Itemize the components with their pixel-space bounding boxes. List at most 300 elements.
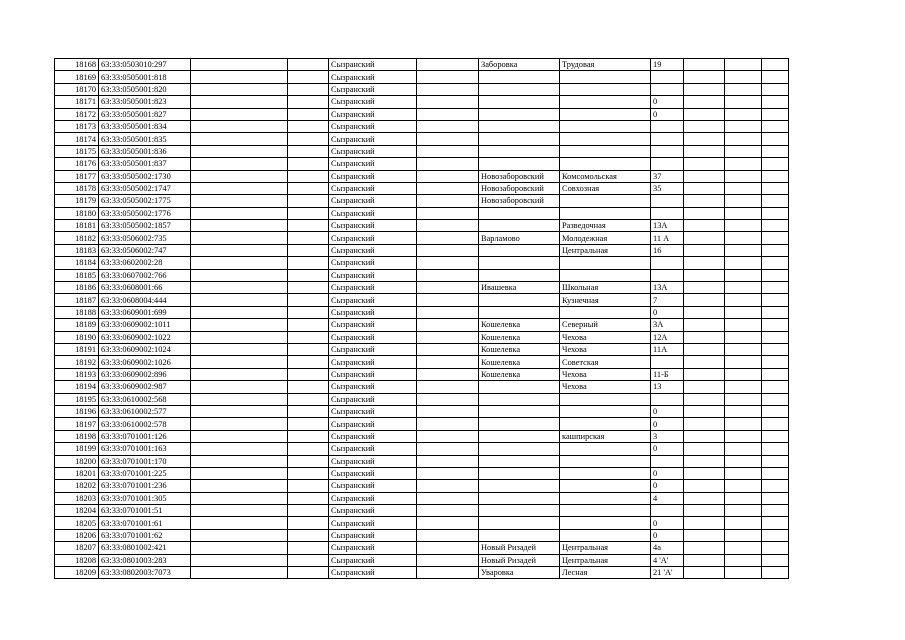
row-number-cell: 18208 [55, 554, 99, 566]
cadastral-number-cell: 63:33:0701001:61 [99, 517, 191, 529]
house-cell: 13 [651, 381, 684, 393]
empty-cell [684, 244, 725, 256]
empty-cell [288, 59, 329, 71]
empty-cell [417, 170, 479, 182]
district-cell: Сызранский [329, 306, 417, 318]
row-number-cell: 18196 [55, 405, 99, 417]
empty-cell [191, 331, 288, 343]
empty-cell [288, 542, 329, 554]
table-row [55, 331, 789, 343]
empty-cell [725, 269, 762, 281]
locality-cell [479, 158, 560, 170]
empty-cell [288, 158, 329, 170]
empty-cell [684, 405, 725, 417]
row-number-cell: 18183 [55, 244, 99, 256]
table-row [55, 294, 789, 306]
empty-cell [684, 133, 725, 145]
empty-cell [725, 282, 762, 294]
cadastral-number-cell: 63:33:0701001:236 [99, 480, 191, 492]
house-cell [651, 257, 684, 269]
locality-cell [479, 529, 560, 541]
cadastral-number-cell: 63:33:0609002:1022 [99, 331, 191, 343]
table-row [55, 257, 789, 269]
empty-cell [417, 133, 479, 145]
house-cell [651, 71, 684, 83]
house-cell [651, 145, 684, 157]
row-number-cell: 18199 [55, 443, 99, 455]
empty-cell [288, 220, 329, 232]
empty-cell [417, 207, 479, 219]
street-cell: Чехова [560, 343, 651, 355]
empty-cell [191, 257, 288, 269]
street-cell [560, 455, 651, 467]
house-cell [651, 83, 684, 95]
empty-cell [417, 71, 479, 83]
locality-cell: Кошелевка [479, 356, 560, 368]
empty-cell [684, 517, 725, 529]
empty-cell [684, 430, 725, 442]
empty-cell [417, 282, 479, 294]
row-number-cell: 18173 [55, 120, 99, 132]
empty-cell [417, 567, 479, 579]
street-cell [560, 71, 651, 83]
empty-cell [417, 220, 479, 232]
empty-cell [684, 319, 725, 331]
cadastral-number-cell: 63:33:0602002:28 [99, 257, 191, 269]
empty-cell [288, 343, 329, 355]
empty-cell [725, 294, 762, 306]
row-number-cell: 18171 [55, 96, 99, 108]
empty-cell [191, 182, 288, 194]
empty-cell [725, 244, 762, 256]
empty-cell [288, 195, 329, 207]
table-row [55, 145, 789, 157]
empty-cell [288, 554, 329, 566]
empty-cell [762, 120, 789, 132]
empty-cell [684, 306, 725, 318]
row-number-cell: 18176 [55, 158, 99, 170]
locality-cell: Кошелевка [479, 343, 560, 355]
district-cell: Сызранский [329, 133, 417, 145]
empty-cell [191, 170, 288, 182]
empty-cell [417, 331, 479, 343]
locality-cell [479, 393, 560, 405]
row-number-cell: 18201 [55, 467, 99, 479]
empty-cell [762, 480, 789, 492]
locality-cell: Кошелевка [479, 319, 560, 331]
empty-cell [762, 244, 789, 256]
house-cell: 12А [651, 331, 684, 343]
empty-cell [417, 542, 479, 554]
empty-cell [725, 71, 762, 83]
district-cell: Сызранский [329, 455, 417, 467]
empty-cell [191, 282, 288, 294]
district-cell: Сызранский [329, 343, 417, 355]
empty-cell [191, 567, 288, 579]
row-number-cell: 18206 [55, 529, 99, 541]
district-cell: Сызранский [329, 418, 417, 430]
empty-cell [191, 529, 288, 541]
row-number-cell: 18193 [55, 368, 99, 380]
street-cell: Центральная [560, 244, 651, 256]
empty-cell [684, 145, 725, 157]
cadastral-number-cell: 63:33:0701001:305 [99, 492, 191, 504]
empty-cell [417, 368, 479, 380]
empty-cell [762, 567, 789, 579]
empty-cell [191, 480, 288, 492]
empty-cell [288, 207, 329, 219]
empty-cell [288, 331, 329, 343]
empty-cell [684, 443, 725, 455]
empty-cell [288, 306, 329, 318]
row-number-cell: 18189 [55, 319, 99, 331]
table-row [55, 430, 789, 442]
empty-cell [191, 517, 288, 529]
empty-cell [684, 182, 725, 194]
empty-cell [684, 96, 725, 108]
street-cell [560, 405, 651, 417]
empty-cell [725, 418, 762, 430]
house-cell: 35 [651, 182, 684, 194]
empty-cell [762, 294, 789, 306]
empty-cell [684, 120, 725, 132]
street-cell: Чехова [560, 381, 651, 393]
row-number-cell: 18186 [55, 282, 99, 294]
district-cell: Сызранский [329, 232, 417, 244]
street-cell [560, 492, 651, 504]
house-cell: 11-Б [651, 368, 684, 380]
house-cell: 19 [651, 59, 684, 71]
empty-cell [725, 207, 762, 219]
cadastral-number-cell: 63:33:0701001:225 [99, 467, 191, 479]
cadastral-number-cell: 63:33:0609002:1011 [99, 319, 191, 331]
row-number-cell: 18203 [55, 492, 99, 504]
empty-cell [725, 405, 762, 417]
locality-cell [479, 207, 560, 219]
street-cell: кашпирская [560, 430, 651, 442]
empty-cell [684, 282, 725, 294]
empty-cell [725, 306, 762, 318]
empty-cell [288, 108, 329, 120]
table-row [55, 207, 789, 219]
empty-cell [417, 269, 479, 281]
empty-cell [191, 59, 288, 71]
empty-cell [684, 393, 725, 405]
empty-cell [725, 554, 762, 566]
locality-cell: Ивашевка [479, 282, 560, 294]
row-number-cell: 18197 [55, 418, 99, 430]
district-cell: Сызранский [329, 467, 417, 479]
empty-cell [417, 59, 479, 71]
house-cell: 0 [651, 418, 684, 430]
cadastral-number-cell: 63:33:0505001:834 [99, 120, 191, 132]
table-row [55, 517, 789, 529]
empty-cell [762, 430, 789, 442]
district-cell: Сызранский [329, 83, 417, 95]
district-cell: Сызранский [329, 294, 417, 306]
cadastral-number-cell: 63:33:0505001:837 [99, 158, 191, 170]
empty-cell [191, 492, 288, 504]
locality-cell: Заборовка [479, 59, 560, 71]
empty-cell [725, 108, 762, 120]
table-row [55, 480, 789, 492]
empty-cell [191, 443, 288, 455]
empty-cell [762, 220, 789, 232]
row-number-cell: 18174 [55, 133, 99, 145]
table-row [55, 381, 789, 393]
empty-cell [288, 418, 329, 430]
empty-cell [725, 170, 762, 182]
district-cell: Сызранский [329, 244, 417, 256]
empty-cell [288, 405, 329, 417]
district-cell: Сызранский [329, 207, 417, 219]
row-number-cell: 18198 [55, 430, 99, 442]
cadastral-number-cell: 63:33:0801003:283 [99, 554, 191, 566]
street-cell: Разведочная [560, 220, 651, 232]
locality-cell: Новый Ризадей [479, 542, 560, 554]
empty-cell [762, 343, 789, 355]
empty-cell [191, 120, 288, 132]
row-number-cell: 18192 [55, 356, 99, 368]
empty-cell [288, 319, 329, 331]
empty-cell [684, 71, 725, 83]
street-cell: Комсомольская [560, 170, 651, 182]
empty-cell [417, 418, 479, 430]
house-cell: 3А [651, 319, 684, 331]
district-cell: Сызранский [329, 96, 417, 108]
empty-cell [288, 381, 329, 393]
district-cell: Сызранский [329, 282, 417, 294]
street-cell: Кузнечная [560, 294, 651, 306]
cadastral-number-cell: 63:33:0506002:747 [99, 244, 191, 256]
empty-cell [762, 269, 789, 281]
street-cell [560, 443, 651, 455]
empty-cell [417, 455, 479, 467]
cadastral-number-cell: 63:33:0608004:444 [99, 294, 191, 306]
table-row [55, 542, 789, 554]
table-row [55, 393, 789, 405]
empty-cell [725, 59, 762, 71]
table-row [55, 455, 789, 467]
empty-cell [191, 133, 288, 145]
empty-cell [288, 368, 329, 380]
table-row [55, 319, 789, 331]
district-cell: Сызранский [329, 331, 417, 343]
street-cell [560, 306, 651, 318]
locality-cell: Кошелевка [479, 368, 560, 380]
empty-cell [725, 232, 762, 244]
empty-cell [288, 257, 329, 269]
street-cell [560, 393, 651, 405]
empty-cell [417, 393, 479, 405]
cadastral-number-cell: 63:33:0505002:1857 [99, 220, 191, 232]
empty-cell [417, 306, 479, 318]
table-row [55, 170, 789, 182]
street-cell [560, 145, 651, 157]
empty-cell [288, 83, 329, 95]
empty-cell [762, 492, 789, 504]
empty-cell [288, 269, 329, 281]
empty-cell [191, 430, 288, 442]
locality-cell [479, 505, 560, 517]
house-cell [651, 356, 684, 368]
empty-cell [684, 158, 725, 170]
table-row [55, 232, 789, 244]
empty-cell [684, 220, 725, 232]
row-number-cell: 18188 [55, 306, 99, 318]
locality-cell [479, 306, 560, 318]
street-cell [560, 269, 651, 281]
cadastral-number-cell: 63:33:0610002:578 [99, 418, 191, 430]
street-cell [560, 257, 651, 269]
empty-cell [762, 108, 789, 120]
empty-cell [725, 393, 762, 405]
empty-cell [191, 418, 288, 430]
table-row [55, 182, 789, 194]
empty-cell [684, 59, 725, 71]
locality-cell: Новозаборовский [479, 195, 560, 207]
house-cell: 0 [651, 517, 684, 529]
locality-cell: Новозаборовский [479, 170, 560, 182]
empty-cell [288, 567, 329, 579]
empty-cell [762, 145, 789, 157]
table-row [55, 133, 789, 145]
house-cell: 0 [651, 467, 684, 479]
table-row [55, 71, 789, 83]
cadastral-number-cell: 63:33:0609002:896 [99, 368, 191, 380]
street-cell: Центральная [560, 554, 651, 566]
row-number-cell: 18170 [55, 83, 99, 95]
district-cell: Сызранский [329, 182, 417, 194]
spreadsheet-page [54, 58, 789, 579]
empty-cell [191, 220, 288, 232]
empty-cell [762, 133, 789, 145]
cadastral-number-cell: 63:33:0505001:827 [99, 108, 191, 120]
empty-cell [417, 83, 479, 95]
district-cell: Сызранский [329, 480, 417, 492]
empty-cell [417, 529, 479, 541]
district-cell: Сызранский [329, 170, 417, 182]
house-cell: 0 [651, 96, 684, 108]
empty-cell [417, 232, 479, 244]
house-cell: 16 [651, 244, 684, 256]
empty-cell [191, 294, 288, 306]
empty-cell [684, 455, 725, 467]
district-cell: Сызранский [329, 269, 417, 281]
locality-cell [479, 430, 560, 442]
house-cell: 3 [651, 430, 684, 442]
empty-cell [762, 505, 789, 517]
empty-cell [725, 257, 762, 269]
empty-cell [191, 158, 288, 170]
street-cell: Центральная [560, 542, 651, 554]
house-cell: 11А [651, 343, 684, 355]
table-row [55, 356, 789, 368]
empty-cell [288, 133, 329, 145]
empty-cell [288, 480, 329, 492]
empty-cell [191, 195, 288, 207]
empty-cell [288, 244, 329, 256]
street-cell [560, 418, 651, 430]
empty-cell [684, 356, 725, 368]
district-cell: Сызранский [329, 443, 417, 455]
cadastral-number-cell: 63:33:0505001:823 [99, 96, 191, 108]
empty-cell [725, 319, 762, 331]
empty-cell [684, 343, 725, 355]
empty-cell [191, 306, 288, 318]
empty-cell [288, 517, 329, 529]
empty-cell [725, 567, 762, 579]
empty-cell [762, 319, 789, 331]
house-cell [651, 120, 684, 132]
empty-cell [288, 282, 329, 294]
house-cell: 0 [651, 108, 684, 120]
house-cell: 0 [651, 405, 684, 417]
street-cell: Трудовая [560, 59, 651, 71]
house-cell [651, 133, 684, 145]
street-cell: Советская [560, 356, 651, 368]
locality-cell [479, 443, 560, 455]
empty-cell [684, 381, 725, 393]
empty-cell [288, 443, 329, 455]
empty-cell [191, 319, 288, 331]
row-number-cell: 18178 [55, 182, 99, 194]
empty-cell [191, 108, 288, 120]
table-row [55, 492, 789, 504]
empty-cell [684, 505, 725, 517]
locality-cell [479, 294, 560, 306]
empty-cell [762, 467, 789, 479]
empty-cell [417, 257, 479, 269]
table-row [55, 244, 789, 256]
empty-cell [762, 282, 789, 294]
empty-cell [191, 405, 288, 417]
locality-cell [479, 83, 560, 95]
table-row [55, 418, 789, 430]
cadastral-number-cell: 63:33:0701001:163 [99, 443, 191, 455]
empty-cell [762, 405, 789, 417]
row-number-cell: 18200 [55, 455, 99, 467]
empty-cell [417, 182, 479, 194]
district-cell: Сызранский [329, 405, 417, 417]
district-cell: Сызранский [329, 71, 417, 83]
table-row [55, 120, 789, 132]
street-cell [560, 529, 651, 541]
empty-cell [288, 492, 329, 504]
district-cell: Сызранский [329, 257, 417, 269]
district-cell: Сызранский [329, 158, 417, 170]
empty-cell [725, 505, 762, 517]
table-row [55, 505, 789, 517]
cadastral-number-cell: 63:33:0610002:577 [99, 405, 191, 417]
row-number-cell: 18187 [55, 294, 99, 306]
cadastral-number-cell: 63:33:0701001:51 [99, 505, 191, 517]
cadastral-number-cell: 63:33:0505002:1776 [99, 207, 191, 219]
district-cell: Сызранский [329, 505, 417, 517]
row-number-cell: 18191 [55, 343, 99, 355]
cadastral-number-cell: 63:33:0505002:1747 [99, 182, 191, 194]
empty-cell [191, 96, 288, 108]
table-row [55, 368, 789, 380]
empty-cell [762, 207, 789, 219]
empty-cell [191, 356, 288, 368]
empty-cell [725, 517, 762, 529]
empty-cell [417, 145, 479, 157]
table-row [55, 220, 789, 232]
house-cell: 0 [651, 529, 684, 541]
empty-cell [725, 120, 762, 132]
empty-cell [191, 455, 288, 467]
